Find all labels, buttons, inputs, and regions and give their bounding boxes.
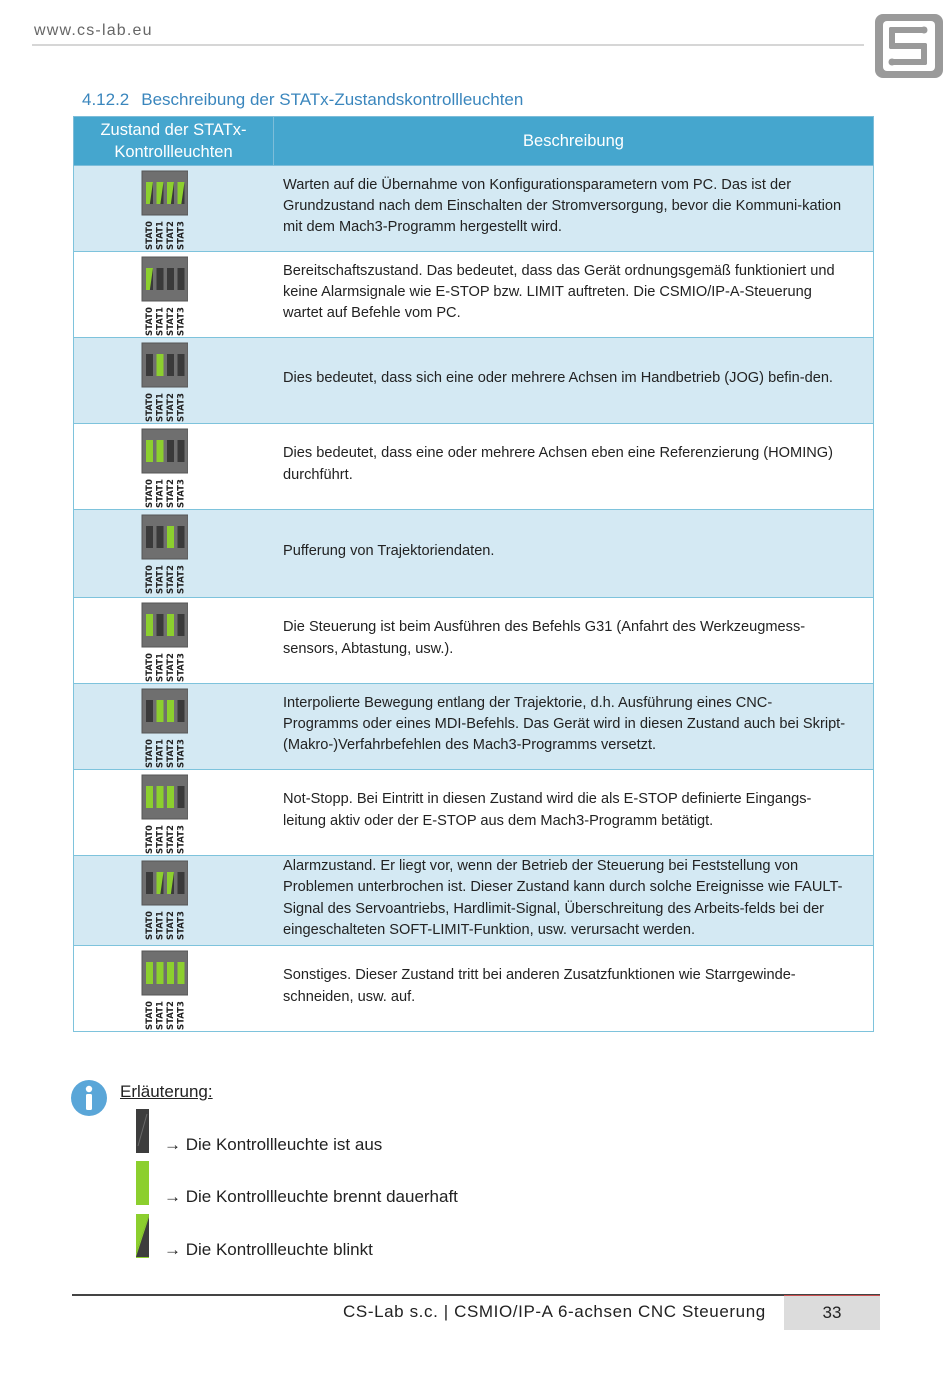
led-label: STAT1 (155, 653, 166, 682)
led-status-graphic (140, 428, 188, 510)
led-indicator (140, 428, 188, 510)
led-label: STAT0 (145, 739, 155, 768)
table-cell (74, 770, 874, 856)
led-label: STAT3 (176, 653, 187, 682)
row-description: Interpolierte Bewegung entlang der Trajektorie, d.h. Ausführung eines CNC-Programms oder eines MDI-Befehls. Das Gerät wird in diesen Zustand auch bei Skript-(Makro-)Verfahrbefehlen des Mach3-Programms versetzt. (283, 694, 846, 754)
table-cell (74, 856, 874, 946)
led-status-graphic (140, 170, 188, 252)
led-stat0-on (146, 962, 153, 984)
led-stat1-on (157, 354, 164, 376)
led-stat3-off (178, 614, 185, 636)
led-stat2-on (167, 526, 174, 548)
table-row (74, 598, 874, 684)
row-description: Bereitschaftszustand. Das bedeutet, dass das Gerät ordnungsgemäß funktioniert und keine Alarmsignale wie E-STOP bzw. LIMIT auftreten. Die CSMIO/IP-A-Steuerung wartet auf Befehle vom PC. (283, 262, 835, 322)
led-stat0-off (146, 526, 153, 548)
led-label: STAT0 (145, 221, 155, 250)
led-stat1-on (157, 962, 164, 984)
legend-off-text: Die Kontrollleuchte ist aus (185, 1135, 383, 1154)
legend-title: Erläuterung: (120, 1082, 213, 1101)
led-stat3-blink (178, 182, 185, 204)
led-stat2-on (167, 786, 174, 808)
led-label: STAT3 (176, 1001, 187, 1031)
led-stat3-off (178, 440, 185, 462)
table-row (74, 424, 874, 510)
legend-blink-text: Die Kontrollleuchte blinkt (185, 1240, 373, 1259)
led-stat3-off (178, 268, 185, 290)
led-label: STAT3 (176, 565, 187, 594)
info-icon (70, 1079, 108, 1117)
led-stat0-blink (146, 268, 153, 290)
led-stat3-off (178, 354, 185, 376)
led-label: STAT1 (155, 565, 166, 594)
led-stat0-off (146, 700, 153, 722)
led-label: STAT0 (145, 565, 155, 594)
led-stat1-blink (157, 182, 164, 204)
led-label: STAT0 (145, 653, 155, 682)
led-stat0-on (146, 786, 153, 808)
row-description: Dies bedeutet, dass eine oder mehrere Achsen eben eine Referenzierung (HOMING) durchführt. (283, 445, 833, 483)
site-url[interactable]: www.cs-lab.eu (34, 22, 153, 39)
led-status-graphic (140, 688, 188, 770)
led-stat3-off (178, 526, 185, 548)
led-stat3-off (178, 700, 185, 722)
table-cell (74, 684, 874, 770)
table-row (74, 946, 874, 1032)
cs-lab-logo (873, 12, 945, 80)
table-row (74, 684, 874, 770)
led-stat2-blink (167, 182, 174, 204)
table-cell (74, 598, 874, 684)
led-stat2-off (167, 440, 174, 462)
table-cell (74, 166, 874, 252)
led-label: STAT2 (166, 393, 176, 422)
led-indicator (140, 256, 188, 338)
led-label: STAT0 (145, 479, 155, 508)
table-cell (74, 252, 874, 338)
row-description: Sonstiges. Dieser Zustand tritt bei anderen Zusatzfunktionen wie Starrgewinde-schneiden, usw. auf. (283, 967, 796, 1005)
led-label: STAT3 (176, 393, 187, 422)
section-title-text: Beschreibung der STATx-Zustandskontrollleuchten (141, 90, 524, 109)
led-stat2-off (167, 268, 174, 290)
led-stat2-on (167, 962, 174, 984)
led-status-graphic (140, 342, 188, 424)
led-label: STAT2 (166, 911, 176, 940)
table-row (74, 510, 874, 598)
led-label: STAT2 (166, 653, 176, 682)
led-stat0-off (146, 872, 153, 894)
row-description: Not-Stopp. Bei Eintritt in diesen Zustand wird die als E-STOP definierte Eingangs-leitung aktiv oder der E-STOP aus dem Mach3-Programm betätigt. (283, 791, 812, 829)
led-stat2-on (167, 614, 174, 636)
led-status-graphic (140, 860, 188, 942)
led-status-graphic (140, 256, 188, 338)
led-indicator (140, 170, 188, 252)
led-stat2-blink (167, 872, 174, 894)
stat-table (73, 116, 874, 1032)
row-description: Die Steuerung ist beim Ausführen des Befehls G31 (Anfahrt des Werkzeugmess-sensors, Abtastung, usw.). (283, 619, 806, 657)
led-on-icon (135, 1160, 151, 1206)
led-label: STAT2 (166, 479, 176, 508)
led-label: STAT3 (176, 739, 187, 768)
led-stat3-off (178, 786, 185, 808)
col1-header-line2: Kontrollleuchten (114, 143, 233, 161)
led-status-graphic (140, 514, 188, 596)
table-row (74, 338, 874, 424)
led-stat1-on (157, 440, 164, 462)
led-status-graphic (140, 774, 188, 856)
led-indicator (140, 514, 188, 596)
col1-header (74, 117, 274, 166)
led-indicator (140, 342, 188, 424)
led-label: STAT2 (166, 739, 176, 768)
led-label: STAT1 (155, 307, 166, 336)
led-label: STAT0 (145, 911, 155, 940)
led-label: STAT0 (145, 1001, 155, 1031)
led-stat1-off (157, 268, 164, 290)
led-stat3-off (178, 872, 185, 894)
led-label: STAT0 (145, 307, 155, 336)
led-indicator (140, 774, 188, 856)
led-stat0-on (146, 440, 153, 462)
table-row (74, 770, 874, 856)
led-label: STAT3 (176, 307, 187, 336)
led-label: STAT3 (176, 825, 187, 854)
col1-header-line1: Zustand der STATx- (100, 121, 247, 139)
led-stat1-on (157, 700, 164, 722)
table-row (74, 252, 874, 338)
led-stat0-off (146, 354, 153, 376)
table-cell (74, 510, 874, 598)
led-label: STAT2 (166, 825, 176, 854)
row-description: Alarmzustand. Er liegt vor, wenn der Betrieb der Steuerung bei Feststellung von Problemen unterbrochen ist. Dieser Zustand kann durch solche Ereignisse wie FAULT-Signal des Servoantriebs, Hardlimit-Signal, Überschreitung des Arbeits-felds bei der eingeschalteten SOFT-LIMIT-Funktion, usw. verursacht werden. (283, 858, 843, 938)
led-stat0-on (146, 614, 153, 636)
led-status-graphic (140, 950, 188, 1032)
led-stat1-off (157, 614, 164, 636)
led-label: STAT0 (145, 393, 155, 422)
led-stat1-blink (157, 872, 164, 894)
led-indicator (140, 688, 188, 770)
led-label: STAT1 (155, 221, 166, 250)
led-stat3-on (178, 962, 185, 984)
row-description: Pufferung von Trajektoriendaten. (283, 542, 495, 559)
led-stat1-off (157, 526, 164, 548)
led-stat2-off (167, 354, 174, 376)
led-stat0-blink (146, 182, 153, 204)
led-label: STAT1 (155, 825, 166, 854)
row-description: Dies bedeutet, dass sich eine oder mehrere Achsen im Handbetrieb (JOG) befin-den. (283, 369, 833, 386)
header-rule (32, 44, 864, 46)
led-indicator (140, 950, 188, 1032)
footer-text: CS-Lab s.c. | CSMIO/IP-A 6-achsen CNC Steuerung (343, 1302, 766, 1321)
led-blink-icon (135, 1213, 151, 1259)
led-label: STAT2 (166, 565, 176, 594)
led-label: STAT3 (176, 479, 187, 508)
led-indicator (140, 602, 188, 684)
page-number: 33 (822, 1303, 842, 1322)
arrow-icon: → (164, 1135, 181, 1154)
table-cell (74, 946, 874, 1032)
led-label: STAT1 (155, 479, 166, 508)
legend-item-on (135, 1160, 535, 1210)
arrow-icon: → (164, 1187, 181, 1206)
led-label: STAT2 (166, 307, 176, 336)
led-label: STAT3 (176, 221, 187, 250)
table-row (74, 856, 874, 946)
led-label: STAT0 (145, 825, 155, 854)
led-label: STAT3 (176, 911, 187, 940)
legend-item-off (135, 1108, 535, 1158)
legend-on-text: Die Kontrollleuchte brennt dauerhaft (185, 1187, 458, 1206)
led-label: STAT1 (155, 393, 166, 422)
table-cell (74, 424, 874, 510)
led-off-icon (135, 1108, 151, 1154)
led-stat1-on (157, 786, 164, 808)
led-label: STAT1 (155, 739, 166, 768)
footer-rule (72, 1294, 880, 1296)
row-description: Warten auf die Übernahme von Konfigurationsparametern vom PC. Das ist der Grundzustand nach dem Einschalten der Stromversorgung, bevor die Kommuni-kation mit dem Mach3-Programm hergestellt wird. (283, 176, 842, 236)
led-status-graphic (140, 602, 188, 684)
col2-header: Beschreibung (274, 117, 874, 166)
legend-item-blink (135, 1213, 535, 1263)
page-number-box (784, 1295, 880, 1330)
led-label: STAT2 (166, 221, 176, 250)
section-title (82, 90, 523, 110)
table-cell (74, 338, 874, 424)
led-label: STAT1 (155, 1001, 166, 1031)
led-indicator (140, 860, 188, 942)
led-label: STAT1 (155, 911, 166, 940)
section-number: 4.12.2 (82, 90, 130, 109)
led-stat2-on (167, 700, 174, 722)
led-label: STAT2 (166, 1001, 176, 1031)
table-row (74, 166, 874, 252)
arrow-icon: → (164, 1240, 181, 1259)
